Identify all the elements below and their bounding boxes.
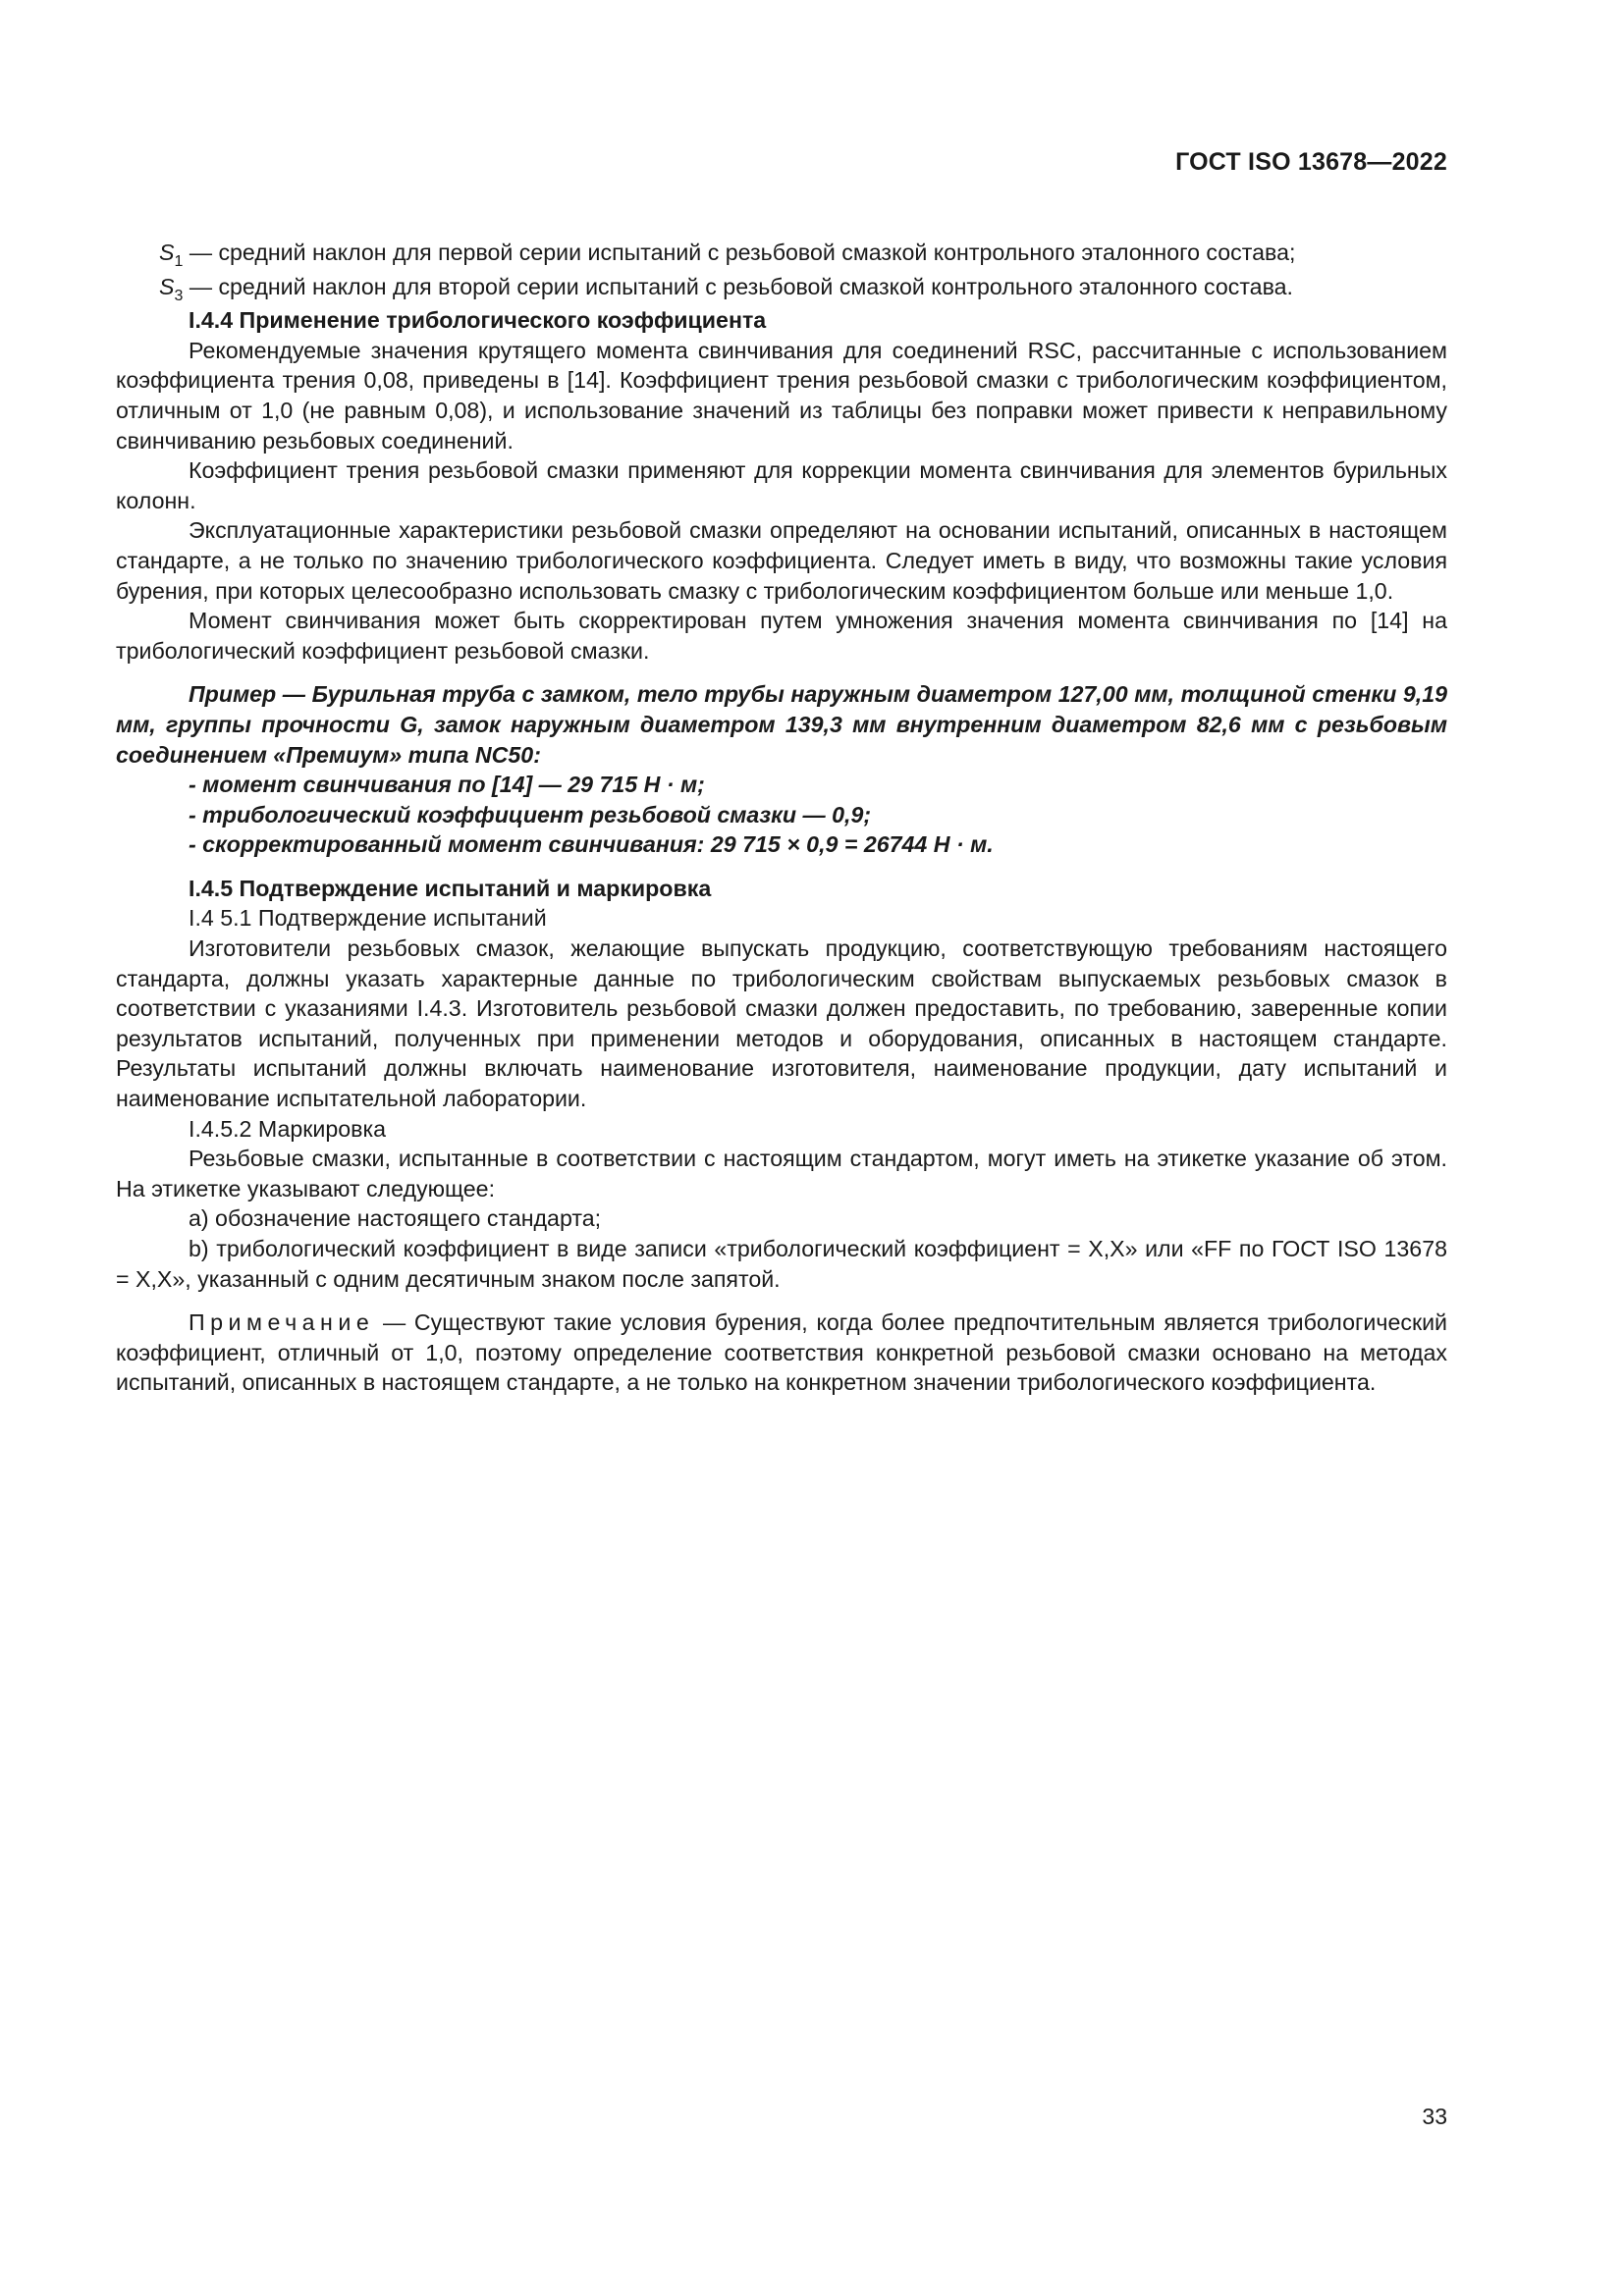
- subsection-heading: I.4 5.1 Подтверждение испытаний: [189, 905, 547, 932]
- note-text: — Существуют такие условия бурения, когда более предпочтительным является трибологический коэффициент, отличный от 1,0, поэтому определение соответствия конкретной резьбовой смазки основано на методах испытаний, описанных в настоящем стандарте, а не только на конкретном значении трибологического коэффициента.: [116, 1309, 1447, 1396]
- example-text: — Бурильная труба с замком, тело трубы наружным диаметром 127,00 мм, толщиной стенки 9,19 мм, группы прочности G, замок наружным диаметром 139,3 мм внутренним диаметром 82,6 мм с резьбовым соединением «Премиум» типа NC50:: [116, 681, 1447, 768]
- note-block: [116, 1308, 1447, 1398]
- page-content: [116, 238, 1447, 1398]
- list-item-b: b) трибологический коэффициент в виде записи «трибологический коэффициент = X,X» или «FF по ГОСТ ISO 13678 = X,X», указанный с одним десятичным знаком после запятой.: [116, 1236, 1447, 1292]
- definition-s1: [116, 238, 1447, 272]
- section-heading-i44: I.4.4 Применение трибологического коэффициента: [189, 307, 767, 334]
- spacer: [116, 666, 1447, 679]
- spacer: [116, 1294, 1447, 1308]
- example-label: Пример: [189, 681, 277, 708]
- document-header: ГОСТ ISO 13678—2022: [1175, 148, 1447, 176]
- symbol: S: [159, 240, 175, 265]
- note-label: Примечание: [189, 1309, 375, 1336]
- example-item: - момент свинчивания по [14] — 29 715 Н · м;: [189, 772, 705, 798]
- subsection-heading: I.4.5.2 Маркировка: [189, 1115, 387, 1142]
- paragraph: Момент свинчивания может быть скорректирован путем умножения значения момента свинчивания по [14] на трибологический коэффициент резьбовой смазки.: [116, 608, 1447, 664]
- section-heading-i45: I.4.5 Подтверждение испытаний и маркировка: [189, 875, 712, 901]
- paragraph: Эксплуатационные характеристики резьбовой смазки определяют на основании испытаний, описанных в настоящем стандарте, а не только по значению трибологического коэффициента. Следует иметь в виду, что возможны такие условия бурения, при которых целесообразно использовать смазку с трибологическим коэффициентом больше или меньше 1,0.: [116, 517, 1447, 604]
- symbol-subscript: 1: [174, 253, 184, 270]
- symbol: S: [159, 273, 175, 299]
- spacer: [116, 860, 1447, 874]
- paragraph: Рекомендуемые значения крутящего момента свинчивания для соединений RSC, рассчитанные с использованием коэффициента трения 0,08, приведены в [14]. Коэффициент трения резьбовой смазки с трибологическим коэффициентом, отличным от 1,0 (не равным 0,08), и использование значений из таблицы без поправки может привести к неправильному свинчиванию резьбовых соединений.: [116, 337, 1447, 454]
- example-block: [116, 679, 1447, 770]
- paragraph: Резьбовые смазки, испытанные в соответствии с настоящим стандартом, могут иметь на этикетке указание об этом. На этикетке указывают следующее:: [116, 1146, 1447, 1201]
- paragraph: Коэффициент трения резьбовой смазки применяют для коррекции момента свинчивания для элементов бурильных колонн.: [116, 457, 1447, 513]
- definition-s3: [116, 272, 1447, 306]
- symbol-subscript: 3: [174, 287, 184, 304]
- definition-text: — средний наклон для первой серии испытаний с резьбовой смазкой контрольного эталонного состава;: [183, 240, 1296, 265]
- example-item: - трибологический коэффициент резьбовой смазки — 0,9;: [189, 801, 872, 828]
- definition-text: — средний наклон для второй серии испытаний с резьбовой смазкой контрольного эталонного состава.: [183, 273, 1293, 299]
- page-number: 33: [1422, 2104, 1447, 2129]
- list-item-a: a) обозначение настоящего стандарта;: [189, 1205, 602, 1232]
- example-item: - скорректированный момент свинчивания: 29 715 × 0,9 = 26744 Н · м.: [189, 831, 994, 858]
- paragraph: Изготовители резьбовых смазок, желающие выпускать продукцию, соответствующую требованиям настоящего стандарта, должны указать характерные данные по трибологическим свойствам выпускаемых резьбовых смазок в соответствии с указаниями I.4.3. Изготовитель резьбовой смазки должен предоставить, по требованию, заверенные копии результатов испытаний, полученных при применении методов и оборудования, описанных в настоящем стандарте. Результаты испытаний должны включать наименование изготовителя, наименование продукции, дату испытаний и наименование испытательной лаборатории.: [116, 935, 1447, 1112]
